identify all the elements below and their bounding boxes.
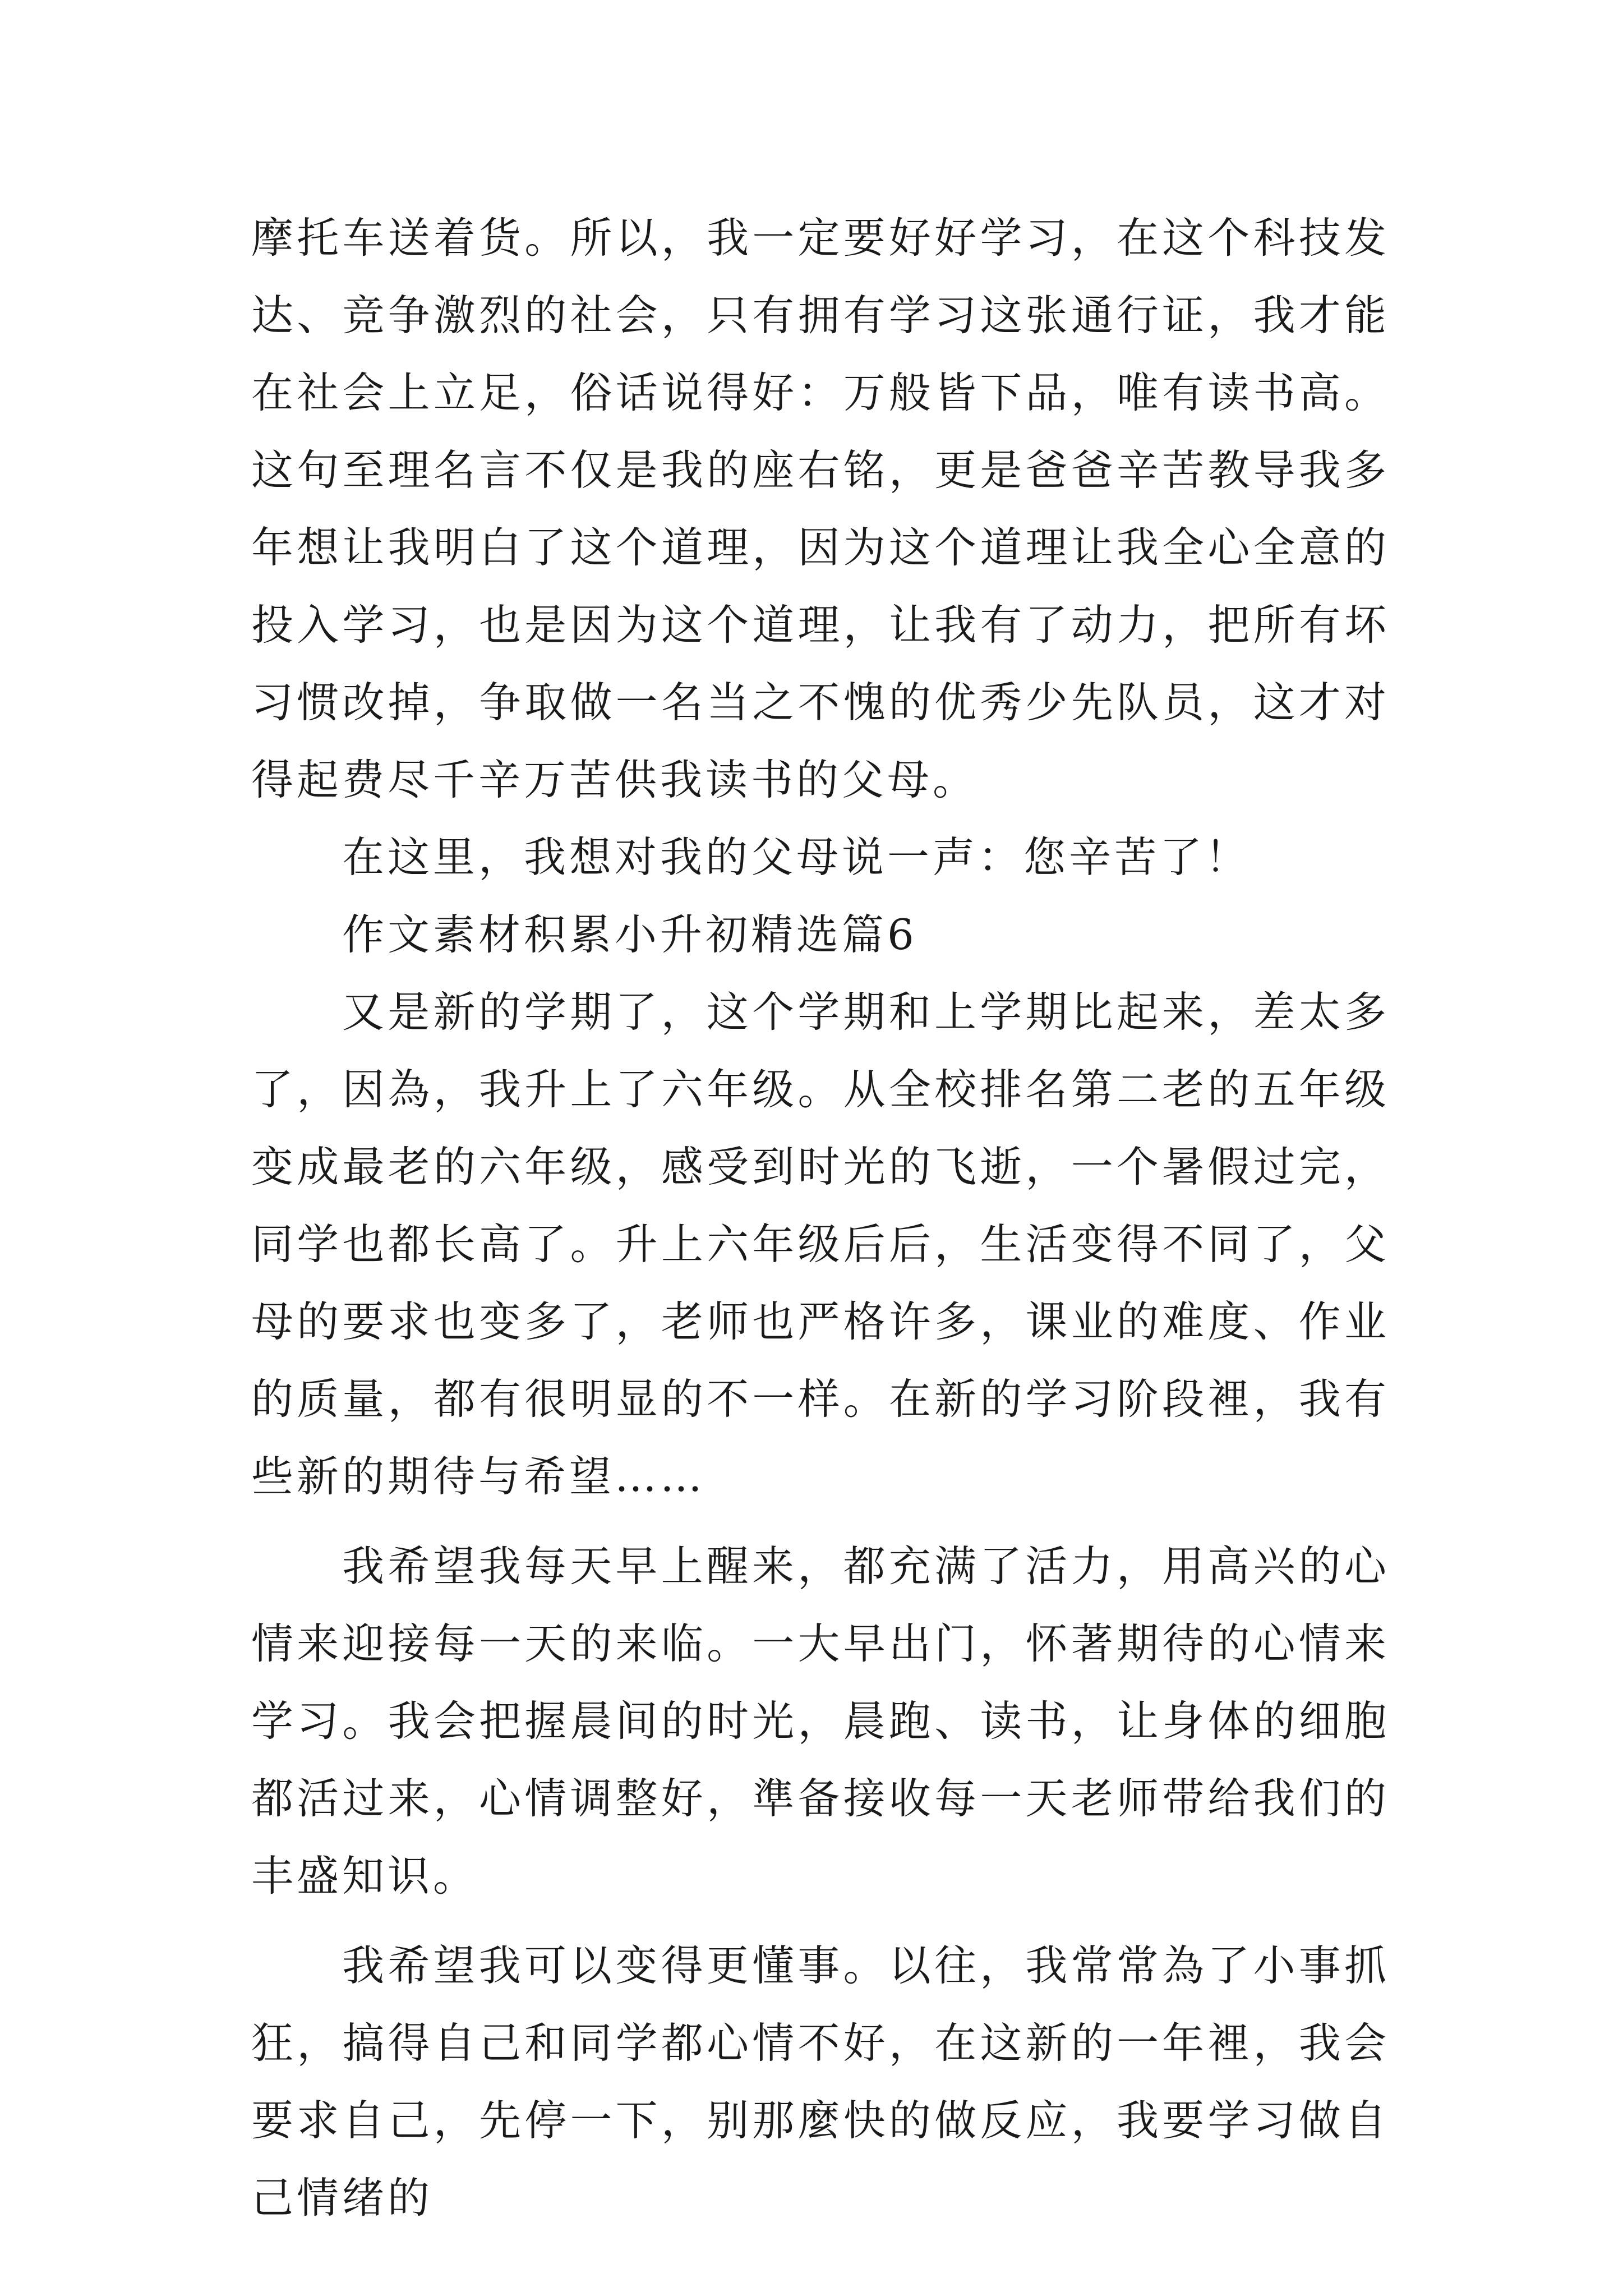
section-heading: 作文素材积累小升初精选篇6 [342, 910, 917, 959]
document-body [251, 199, 1390, 2237]
paragraph-4: 又是新的学期了，这个学期和上学期比起来，差太多了，因為，我升上了六年级。从全校排名第二老的五年级变成最老的六年级，感受到时光的飞逝，一个暑假过完，同学也都长高了。升上六年级后后，生活变得不同了，父母的要求也变多了，老师也严格许多，课业的难度、作业的质量，都有很明显的不一样。在新的学习阶段裡，我有些新的期待与希望…… [251, 987, 1390, 1501]
paragraph-6: 我希望我可以变得更懂事。以往，我常常為了小事抓狂，搞得自己和同学都心情不好，在这新的一年裡，我会要求自己，先停一下，别那麼快的做反应，我要学习做自己情绪的 [251, 1941, 1390, 2223]
paragraph-1: 摩托车送着货。所以，我一定要好好学习，在这个科技发达、竞争激烈的社会，只有拥有学习这张通行证，我才能在社会上立足，俗话说得好：万般皆下品，唯有读书高。这句至理名言不仅是我的座右铭，更是爸爸辛苦教导我多年想让我明白了这个道理，因为这个道理让我全心全意的投入学习，也是因为这个道理，让我有了动力，把所有坏习惯改掉，争取做一名当之不愧的优秀少先队员，这才对得起费尽千辛万苦供我读书的父母。 [251, 213, 1390, 804]
paragraph-5: 我希望我每天早上醒来，都充满了活力，用高兴的心情来迎接每一天的来临。一大早出门，怀著期待的心情来学习。我会把握晨间的时光，晨跑、读书，让身体的细胞都活过来，心情调整好，準备接收每一天老师带给我们的丰盛知识。 [251, 1542, 1390, 1901]
paragraph-2: 在这里，我想对我的父母说一声：您辛苦了！ [342, 832, 1251, 882]
